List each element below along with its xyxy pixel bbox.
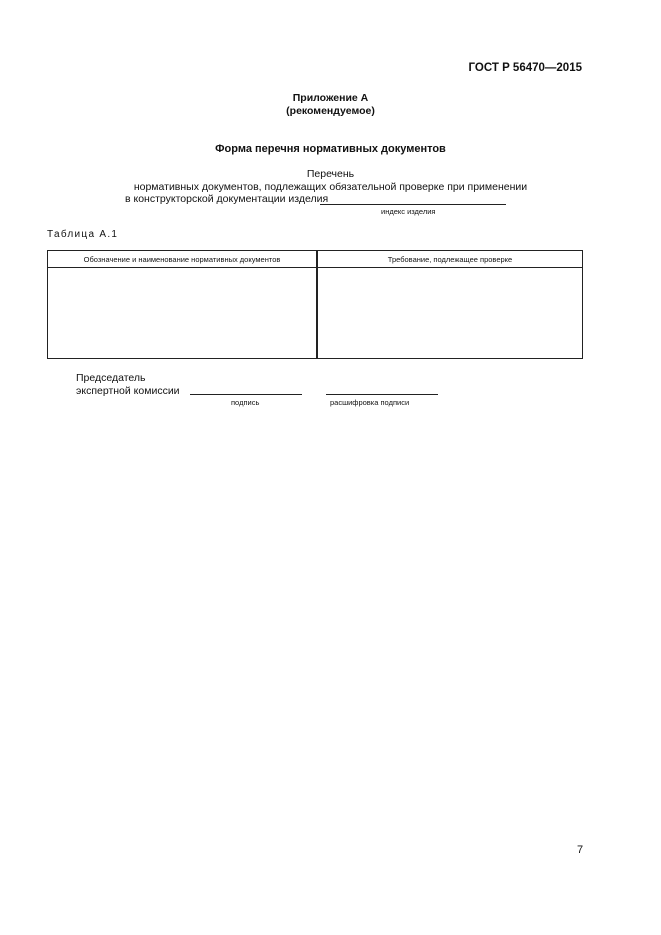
product-index-caption: индекс изделия [381,207,436,216]
form-title: Форма перечня нормативных документов [215,143,446,155]
chairman-label: Председатель [76,372,146,384]
list-description-line-1: нормативных документов, подлежащих обязательной проверке при применении [133,181,528,193]
signature-blank [190,394,302,395]
table-cell-requirement [317,268,583,359]
appendix-title: Приложение А [292,92,369,104]
normative-documents-table [47,250,583,359]
document-code: ГОСТ Р 56470—2015 [468,62,582,74]
page-number: 7 [577,844,584,856]
product-index-blank [320,204,506,205]
table-label: Таблица А.1 [47,229,119,240]
column-header-documents: Обозначение и наименование нормативных документов [48,251,318,268]
table-row [48,268,583,359]
signature-decoding-caption: расшифровка подписи [330,398,410,407]
list-description-line-2: в конструкторской документации изделия [125,193,329,205]
appendix-status: (рекомендуемое) [286,105,375,117]
column-header-requirement: Требование, подлежащее проверке [317,251,583,268]
table-cell-documents [48,268,318,359]
signature-decoding-blank [326,394,438,395]
expert-commission-label: экспертной комиссии [76,385,180,397]
table-header-row [48,251,583,268]
list-title: Перечень [306,168,355,180]
signature-caption: подпись [231,398,260,407]
